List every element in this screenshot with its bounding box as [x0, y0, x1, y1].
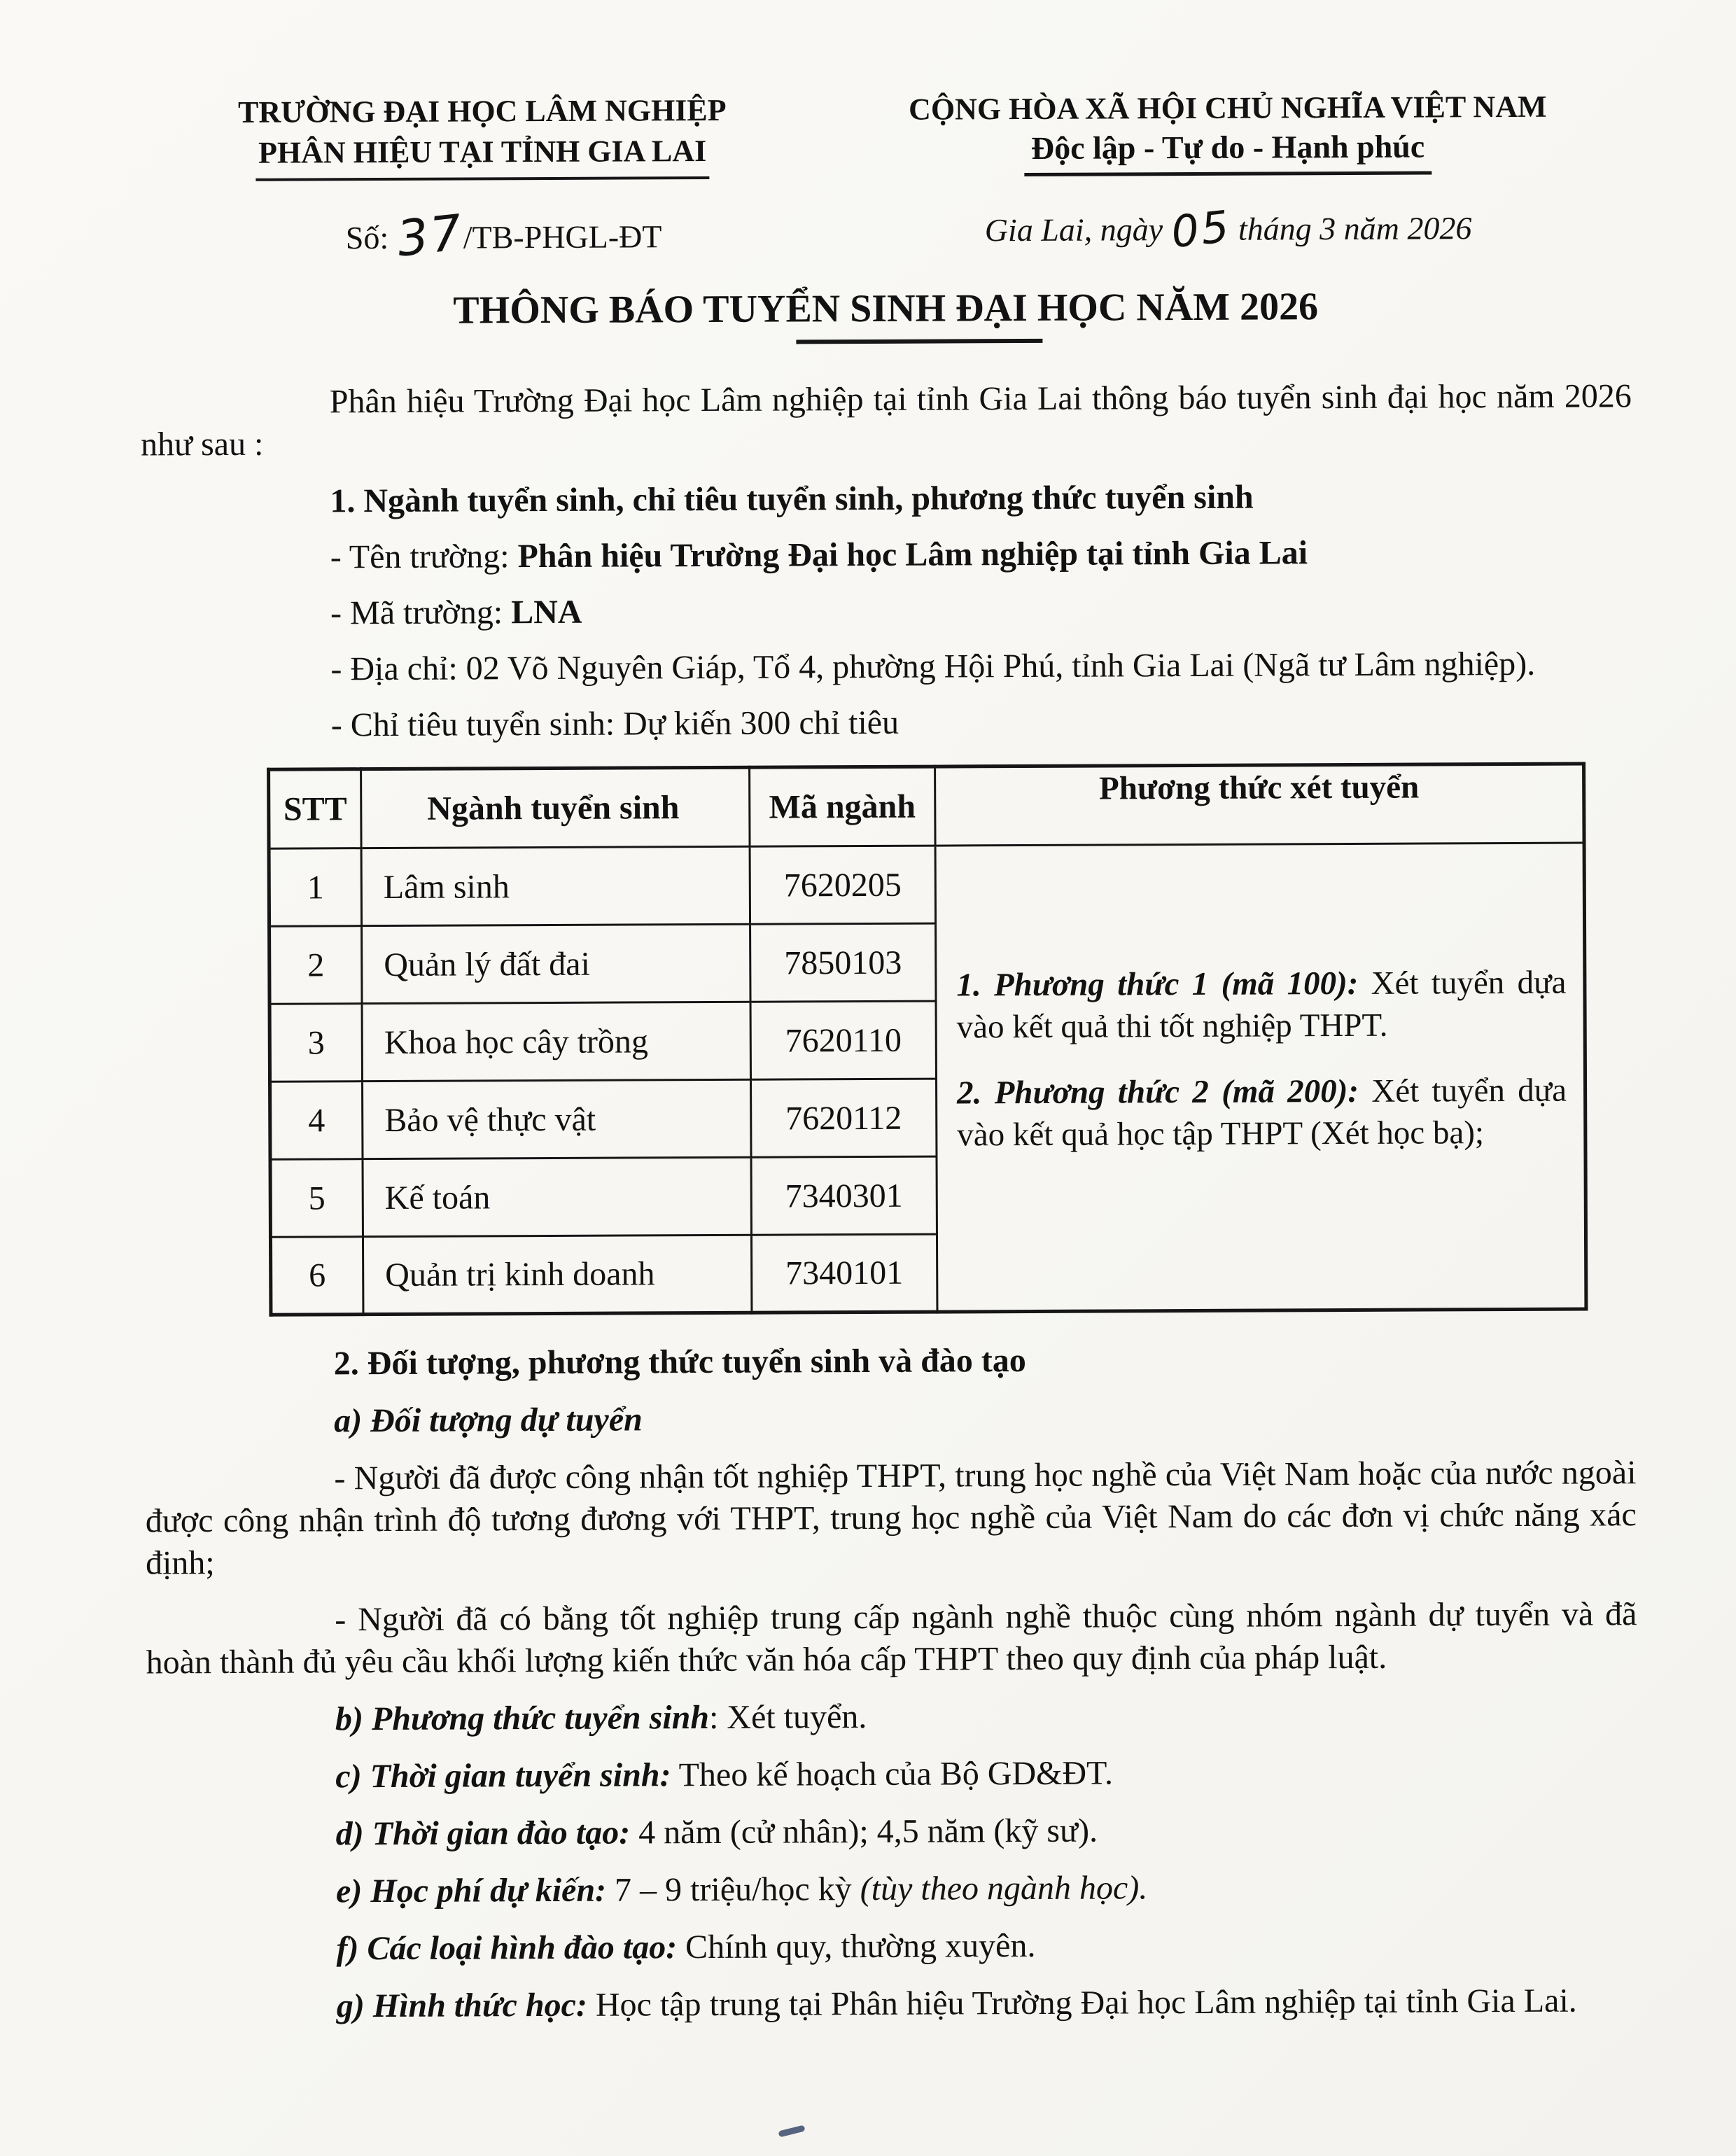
section2-sub-a: a) Đối tượng dự tuyển [334, 1401, 643, 1440]
table-header-row [269, 764, 1584, 848]
majors-table [267, 762, 1588, 1317]
section2-heading: 2. Đối tượng, phương thức tuyển sinh và đào tạo [333, 1342, 1026, 1382]
document-title: THÔNG BÁO TUYỂN SINH ĐẠI HỌC NĂM 2026 [453, 285, 1319, 332]
major-code-cell: 7850103 [750, 923, 936, 1002]
item-f: f) Các loại hình đào tạo: Chính quy, thường xuyên. [336, 1926, 1036, 1968]
item-c: c) Thời gian tuyển sinh: Theo kế hoạch của Bộ GD&ĐT. [335, 1754, 1113, 1795]
item-b: b) Phương thức tuyển sinh: Xét tuyển. [335, 1698, 867, 1738]
section1-heading: 1. Ngành tuyển sinh, chỉ tiêu tuyển sinh, phương thức tuyển sinh [330, 478, 1254, 520]
national-title-line: CỘNG HÒA XÃ HỘI CHỦ NGHĨA VIỆT NAM [908, 89, 1547, 127]
stt-cell: 1 [269, 848, 361, 927]
table-row [269, 843, 1584, 926]
quota-item: - Chỉ tiêu tuyển sinh: Dự kiến 300 chỉ tiêu [330, 704, 899, 744]
method-label: 2. Phương thức 2 (mã 200): [956, 1072, 1359, 1112]
major-name-cell: Bảo vệ thực vật [363, 1079, 751, 1158]
national-motto-block [825, 86, 1631, 258]
major-name-cell: Quản lý đất đai [362, 924, 750, 1003]
eligibility-paragraph-2: - Người đã có bằng tốt nghiệp trung cấp ngành nghề thuộc cùng nhóm ngành dự tuyển và đã hoàn thành đủ yêu cầu khối lượng kiến thức văn hóa cấp THPT theo quy định của pháp luật. [146, 1595, 1637, 1681]
method-label: 1. Phương thức 1 (mã 100): [956, 965, 1359, 1004]
date-suffix: tháng 3 năm 2026 [1230, 210, 1472, 247]
place-date-line [825, 200, 1630, 258]
method-description: Xét tuyển dựa vào kết quả học tập THPT (Xét học bạ); [957, 1072, 1567, 1154]
date-prefix: Gia Lai, ngày [984, 211, 1171, 248]
org-name-line2: PHÂN HIỆU TẠI TỈNH GIA LAI [139, 130, 825, 181]
header-methods: Phương thức xét tuyển [935, 764, 1584, 846]
majors-table-head [269, 764, 1584, 848]
admission-methods-cell [935, 843, 1586, 1312]
document-number-line [140, 203, 826, 268]
address-item: - Địa chỉ: 02 Võ Nguyên Giáp, Tổ 4, phường Hội Phú, tỉnh Gia Lai (Ngã tư Lâm nghiệp). [330, 645, 1536, 688]
method-paragraph [956, 962, 1567, 1049]
major-name-cell: Khoa học cây trồng [362, 1002, 750, 1081]
majors-table-body [269, 843, 1586, 1315]
title-underline [796, 339, 1042, 344]
major-code-cell: 7620205 [750, 846, 935, 924]
motto-line: Độc lập - Tự do - Hạnh phúc [825, 127, 1630, 177]
issuing-org-block [139, 90, 826, 268]
method-description: Xét tuyển dựa vào kết quả thi tốt nghiệp THPT. [956, 964, 1567, 1046]
item-g: g) Hình thức học: Học tập trung tại Phân hiệu Trường Đại học Lâm nghiệp tại tỉnh Gia Lai. [336, 1982, 1577, 2025]
handwritten-document-number: 37 [394, 203, 467, 268]
document-number-label: Số: [345, 219, 397, 256]
document-header [139, 86, 1631, 268]
major-code-cell: 7620110 [750, 1001, 936, 1079]
header-major: Ngành tuyển sinh [361, 767, 750, 848]
major-name-cell: Quản trị kinh doanh [363, 1235, 751, 1314]
major-code-cell: 7620112 [751, 1079, 937, 1157]
major-name-cell: Lâm sinh [361, 846, 750, 925]
org-name-line1: TRƯỜNG ĐẠI HỌC LÂM NGHIỆP [238, 92, 727, 130]
header-stt: STT [269, 769, 361, 849]
handwritten-day: 05 [1168, 200, 1233, 258]
document-number-suffix: /TB-PHGL-ĐT [463, 218, 662, 255]
stt-cell: 3 [270, 1004, 362, 1082]
header-code: Mã ngành [750, 766, 935, 846]
item-e: e) Học phí dự kiến: 7 – 9 triệu/học kỳ (tùy theo ngành học). [335, 1869, 1148, 1910]
stt-cell: 4 [270, 1082, 363, 1160]
stt-cell: 2 [270, 926, 362, 1004]
major-code-cell: 7340301 [751, 1156, 937, 1235]
method-paragraph [957, 1070, 1567, 1156]
major-name-cell: Kế toán [363, 1157, 751, 1236]
stt-cell: 5 [270, 1159, 363, 1238]
item-d: d) Thời gian đào tạo: 4 năm (cử nhân); 4,5 năm (kỹ sư). [335, 1812, 1098, 1853]
major-code-cell: 7340101 [751, 1234, 937, 1312]
school-code-item: - Mã trường: LNA [330, 593, 582, 632]
stt-cell: 6 [270, 1237, 363, 1315]
intro-paragraph: Phân hiệu Trường Đại học Lâm nghiệp tại tỉnh Gia Lai thông báo tuyển sinh đại học năm 2026 như sau : [140, 377, 1632, 463]
eligibility-paragraph-1: - Người đã được công nhận tốt nghiệp THPT, trung học nghề của Việt Nam hoặc của nước ngoài được công nhận trình độ tương đương với THPT, trung học nghề của Việt Nam do các đơn vị chức năng xác định; [145, 1454, 1637, 1582]
school-name-item: - Tên trường: Phân hiệu Trường Đại học Lâm nghiệp tại tỉnh Gia Lai [330, 534, 1308, 576]
